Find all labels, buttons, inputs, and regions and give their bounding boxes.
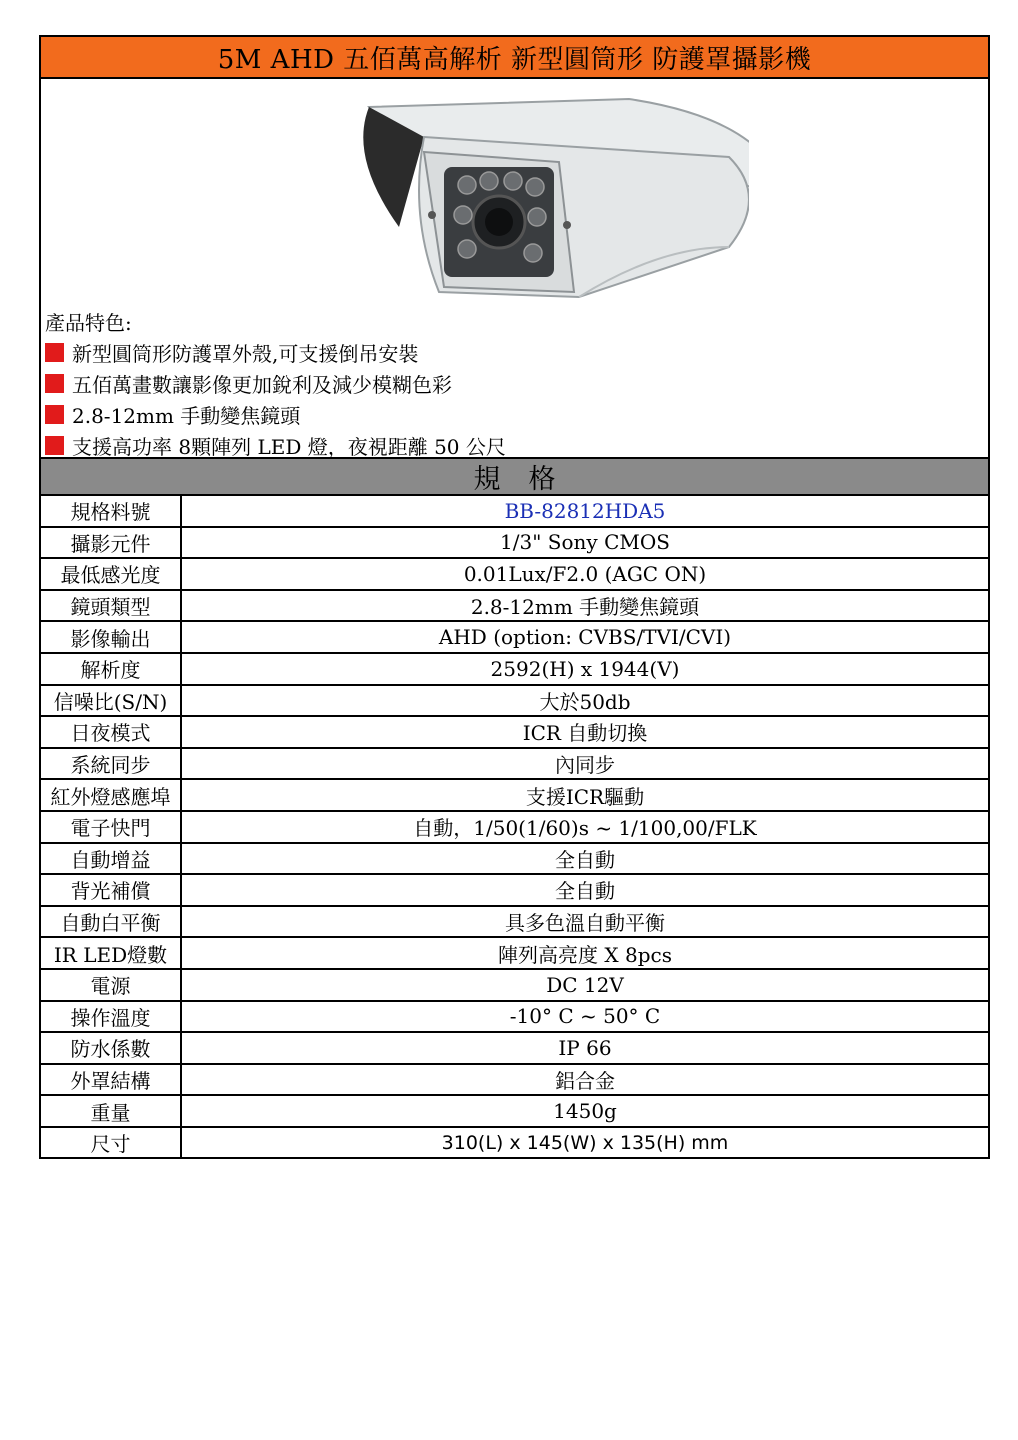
spec-value: 2.8-12mm 手動變焦鏡頭 [181, 590, 988, 622]
square-bullet-icon [45, 436, 64, 455]
spec-sheet [39, 35, 990, 1159]
spec-label: 電子快門 [41, 811, 181, 843]
spec-label: 操作溫度 [41, 1001, 181, 1033]
spec-value: 2592(H) x 1944(V) [181, 653, 988, 685]
spec-value: 鋁合金 [181, 1064, 988, 1096]
spec-label: 自動白平衡 [41, 906, 181, 938]
spec-value: AHD (option: CVBS/TVI/CVI) [181, 621, 988, 653]
spec-label: 紅外燈感應埠 [41, 779, 181, 811]
table-row [41, 874, 988, 906]
feature-text: 新型圓筒形防護罩外殼,可支援倒吊安裝 [72, 342, 419, 366]
spec-value: ICR 自動切換 [181, 716, 988, 748]
spec-value: 大於50db [181, 685, 988, 717]
spec-value: 1/3" Sony CMOS [181, 527, 988, 559]
feature-list [45, 337, 506, 461]
spec-value: BB-82812HDA5 [181, 496, 988, 527]
spec-label: 影像輸出 [41, 621, 181, 653]
spec-value: IP 66 [181, 1032, 988, 1064]
table-row [41, 937, 988, 969]
table-row [41, 653, 988, 685]
spec-label: 解析度 [41, 653, 181, 685]
spec-table [41, 496, 988, 1157]
table-row [41, 685, 988, 717]
table-row [41, 906, 988, 938]
spec-value: -10° C ~ 50° C [181, 1001, 988, 1033]
feature-item [45, 430, 506, 461]
spec-label: 自動增益 [41, 843, 181, 875]
spec-label: 外罩結構 [41, 1064, 181, 1096]
square-bullet-icon [45, 343, 64, 362]
spec-label: 信噪比(S/N) [41, 685, 181, 717]
table-row [41, 558, 988, 590]
spec-label: 重量 [41, 1095, 181, 1127]
table-row [41, 748, 988, 780]
spec-value: 全自動 [181, 874, 988, 906]
spec-label: 電源 [41, 969, 181, 1001]
table-row [41, 779, 988, 811]
spec-label: 日夜模式 [41, 716, 181, 748]
table-row [41, 590, 988, 622]
spec-value: 支援ICR驅動 [181, 779, 988, 811]
spec-label: 背光補償 [41, 874, 181, 906]
spec-label: IR LED燈數 [41, 937, 181, 969]
spec-value: 1450g [181, 1095, 988, 1127]
table-row [41, 1064, 988, 1096]
spec-label: 系統同步 [41, 748, 181, 780]
table-row [41, 811, 988, 843]
table-row [41, 527, 988, 559]
spec-value: 內同步 [181, 748, 988, 780]
feature-item [45, 368, 506, 399]
table-row [41, 496, 988, 527]
table-row [41, 969, 988, 1001]
spec-value: DC 12V [181, 969, 988, 1001]
product-overview [41, 79, 988, 459]
table-row [41, 716, 988, 748]
table-row [41, 621, 988, 653]
feature-item [45, 337, 506, 368]
table-row [41, 1001, 988, 1033]
features-heading: 產品特色: [45, 311, 132, 335]
feature-text: 支援高功率 8顆陣列 LED 燈，夜視距離 50 公尺 [72, 435, 506, 459]
feature-item [45, 399, 506, 430]
spec-value: 0.01Lux/F2.0 (AGC ON) [181, 558, 988, 590]
table-row [41, 1032, 988, 1064]
spec-value: 具多色溫自動平衡 [181, 906, 988, 938]
square-bullet-icon [45, 405, 64, 424]
spec-label: 防水係數 [41, 1032, 181, 1064]
feature-text: 五佰萬畫數讓影像更加銳利及減少模糊色彩 [72, 373, 452, 397]
spec-value: 310(L) x 145(W) x 135(H) mm [441, 1131, 729, 1154]
spec-label: 攝影元件 [41, 527, 181, 559]
spec-header: 規格 [41, 459, 988, 496]
spec-label: 尺寸 [41, 1127, 181, 1158]
table-row [41, 843, 988, 875]
spec-value: 陣列高亮度 X 8pcs [181, 937, 988, 969]
camera-image [329, 97, 749, 307]
table-row [41, 1095, 988, 1127]
page-title: 5M AHD 五佰萬高解析 新型圓筒形 防護罩攝影機 [41, 37, 988, 79]
square-bullet-icon [45, 374, 64, 393]
spec-value: 自動，1/50(1/60)s ~ 1/100,00/FLK [181, 811, 988, 843]
spec-label: 規格料號 [41, 496, 181, 527]
spec-value: 全自動 [181, 843, 988, 875]
feature-text: 2.8-12mm 手動變焦鏡頭 [72, 404, 301, 428]
table-row [41, 1127, 988, 1158]
spec-label: 最低感光度 [41, 558, 181, 590]
spec-label: 鏡頭類型 [41, 590, 181, 622]
